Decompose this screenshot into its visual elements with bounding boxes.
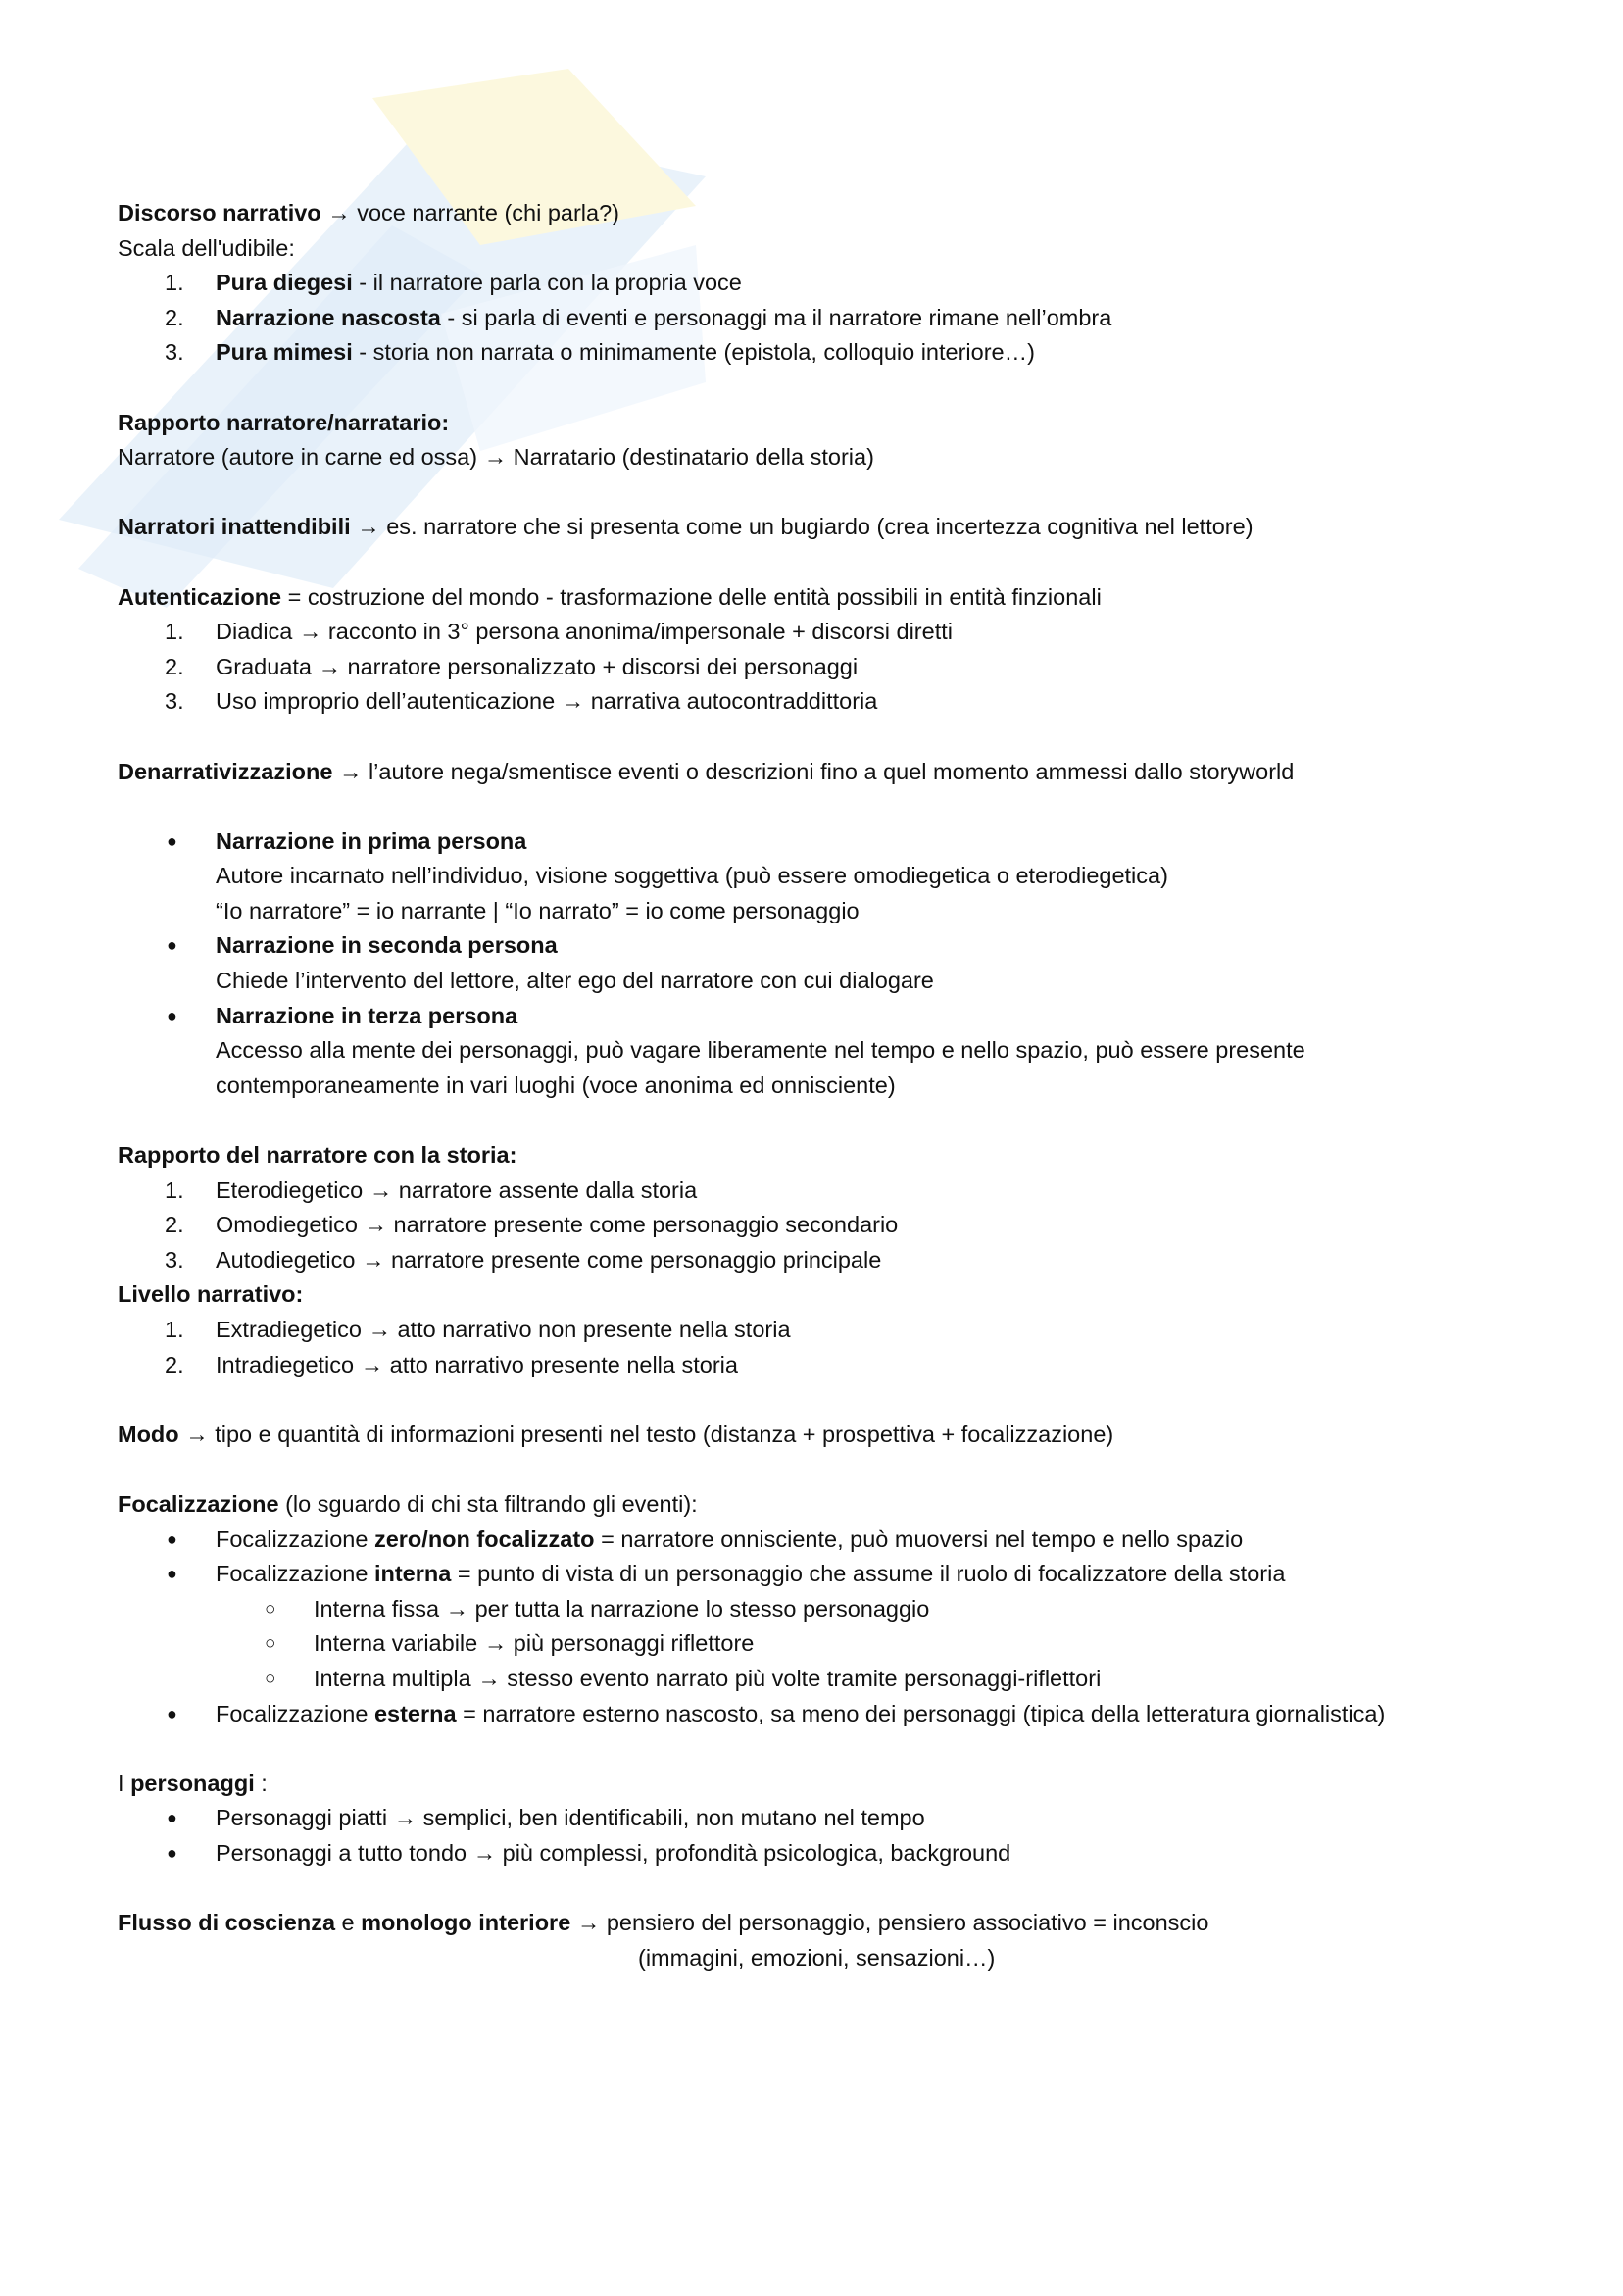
- text-run: → l’autore nega/smentisce eventi o descrizioni fino a quel momento ammessi dallo storyworld: [332, 758, 1295, 784]
- list-number: 3.: [165, 339, 184, 366]
- list-number: 1.: [165, 1317, 184, 1342]
- sub-bullet-item: [118, 1662, 1509, 1697]
- numbered-item: [118, 301, 1509, 336]
- document-page: [118, 196, 1509, 1975]
- bullet-continuation: [118, 1069, 1509, 1104]
- text-run: Personaggi piatti → semplici, ben identificabili, non mutano nel tempo: [216, 1805, 925, 1831]
- bullet-icon: ●: [167, 935, 177, 956]
- numbered-item: [118, 266, 1509, 301]
- blank-line: [118, 475, 1509, 511]
- bullet-icon: ●: [167, 830, 177, 851]
- bold-term: Rapporto narratore/narratario:: [118, 409, 450, 435]
- text-run: → es. narratore che si presenta come un bugiardo (crea incertezza cognitiva nel lettore): [350, 514, 1254, 540]
- bold-term: Denarrativizzazione: [118, 758, 333, 784]
- bold-term: Focalizzazione: [118, 1490, 279, 1517]
- text-run: Focalizzazione: [216, 1561, 374, 1587]
- paragraph-line: [118, 440, 1509, 475]
- bullet-item: [118, 1801, 1509, 1836]
- bold-term: personaggi: [130, 1770, 255, 1796]
- text-run: - storia non narrata o minimamente (epistola, colloquio interiore…): [352, 339, 1035, 366]
- numbered-item: [118, 615, 1509, 650]
- list-number: 1.: [165, 270, 184, 296]
- bold-term: Rapporto del narratore con la storia:: [118, 1142, 517, 1169]
- text-run: - si parla di eventi e personaggi ma il narratore rimane nell’ombra: [440, 304, 1112, 330]
- bold-term: esterna: [373, 1700, 457, 1726]
- bold-term: Livello narrativo:: [118, 1281, 304, 1308]
- numbered-item: [118, 1243, 1509, 1278]
- bold-term: Narratori inattendibili: [118, 514, 351, 540]
- text-run: Scala dell'udibile:: [118, 234, 295, 261]
- text-run: Narratore (autore in carne ed ossa) → Narratario (destinatario della storia): [118, 444, 874, 471]
- indented-line: [118, 1941, 1509, 1976]
- bullet-icon: ●: [167, 1842, 177, 1863]
- text-run: Accesso alla mente dei personaggi, può vagare liberamente nel tempo e nello spazio, può essere presente: [216, 1037, 1305, 1064]
- bullet-icon: ●: [167, 1703, 177, 1723]
- paragraph-line: [118, 510, 1509, 545]
- bold-term: Pura diegesi: [216, 270, 353, 296]
- text-run: Autodiegetico → narratore presente come personaggio principale: [216, 1246, 882, 1273]
- list-number: 2.: [165, 304, 184, 330]
- text-run: → tipo e quantità di informazioni presenti nel testo (distanza + prospettiva + focalizzazione): [178, 1421, 1114, 1447]
- text-run: Intradiegetico → atto narrativo presente nella storia: [216, 1351, 738, 1377]
- text-run: Omodiegetico → narratore presente come personaggio secondario: [216, 1212, 899, 1238]
- text-run: → voce narrante (chi parla?): [320, 200, 619, 225]
- circle-bullet-icon: ○: [265, 1633, 276, 1655]
- text-run: Interna variabile → più personaggi riflettore: [314, 1630, 755, 1657]
- text-run: e: [335, 1910, 362, 1936]
- bullet-item: [118, 824, 1509, 860]
- list-number: 2.: [165, 1212, 184, 1238]
- sub-bullet-item: [118, 1626, 1509, 1662]
- bold-term: monologo interiore: [361, 1910, 571, 1936]
- bold-term: Autenticazione: [118, 583, 282, 610]
- text-run: Personaggi a tutto tondo → più complessi, profondità psicologica, background: [216, 1839, 1011, 1866]
- bold-term: Pura mimesi: [216, 339, 353, 366]
- blank-line: [118, 789, 1509, 824]
- text-run: → pensiero del personaggio, pensiero associativo = inconscio: [570, 1910, 1209, 1936]
- text-run: = narratore onnisciente, può muoversi nel tempo e nello spazio: [594, 1525, 1244, 1552]
- bullet-icon: ●: [167, 1005, 177, 1025]
- bullet-continuation: [118, 964, 1509, 999]
- bold-term: Narrazione in terza persona: [216, 1002, 518, 1028]
- paragraph-line: [118, 196, 1509, 231]
- bullet-item: [118, 999, 1509, 1034]
- bullet-item: [118, 1557, 1509, 1592]
- text-run: Focalizzazione: [216, 1700, 374, 1726]
- text-run: (lo sguardo di chi sta filtrando gli eventi):: [278, 1490, 698, 1517]
- numbered-item: [118, 650, 1509, 685]
- paragraph-line: [118, 1277, 1509, 1313]
- text-run: Autore incarnato nell’individuo, visione soggettiva (può essere omodiegetica o eterodiegetica): [216, 863, 1168, 889]
- bullet-item: [118, 1697, 1509, 1732]
- bullet-continuation: [118, 1033, 1509, 1069]
- numbered-item: [118, 1173, 1509, 1209]
- numbered-item: [118, 1313, 1509, 1348]
- blank-line: [118, 545, 1509, 580]
- list-number: 1.: [165, 1176, 184, 1203]
- text-run: (immagini, emozioni, sensazioni…): [638, 1944, 996, 1971]
- list-number: 3.: [165, 688, 184, 715]
- paragraph-line: [118, 1767, 1509, 1802]
- bold-term: interna: [373, 1561, 452, 1587]
- blank-line: [118, 1872, 1509, 1907]
- circle-bullet-icon: ○: [265, 1598, 276, 1620]
- text-run: Chiede l’intervento del lettore, alter ego del narratore con cui dialogare: [216, 968, 934, 994]
- text-run: Uso improprio dell’autenticazione → narrativa autocontraddittoria: [216, 688, 878, 715]
- sub-bullet-item: [118, 1592, 1509, 1627]
- blank-line: [118, 1382, 1509, 1418]
- bullet-item: [118, 928, 1509, 964]
- text-run: Diadica → racconto in 3° persona anonima/impersonale + discorsi diretti: [216, 619, 953, 645]
- text-run: Interna multipla → stesso evento narrato più volte tramite personaggi-riflettori: [314, 1665, 1102, 1691]
- list-number: 3.: [165, 1246, 184, 1273]
- bullet-icon: ●: [167, 1808, 177, 1828]
- text-run: :: [254, 1770, 268, 1796]
- paragraph-line: [118, 1487, 1509, 1522]
- text-run: Graduata → narratore personalizzato + discorsi dei personaggi: [216, 653, 859, 679]
- numbered-item: [118, 335, 1509, 371]
- bold-term: Flusso di coscienza: [118, 1910, 336, 1936]
- blank-line: [118, 371, 1509, 406]
- paragraph-line: [118, 1906, 1509, 1941]
- bullet-icon: ●: [167, 1564, 177, 1584]
- bullet-icon: ●: [167, 1528, 177, 1549]
- bullet-item: [118, 1522, 1509, 1558]
- bold-term: Modo: [118, 1421, 179, 1447]
- list-number: 2.: [165, 1351, 184, 1377]
- bold-term: zero/non focalizzato: [373, 1525, 595, 1552]
- blank-line: [118, 1452, 1509, 1487]
- paragraph-line: [118, 1418, 1509, 1453]
- paragraph-line: [118, 406, 1509, 441]
- text-run: Interna fissa → per tutta la narrazione lo stesso personaggio: [314, 1595, 930, 1622]
- paragraph-line: [118, 755, 1509, 790]
- list-number: 1.: [165, 619, 184, 645]
- bold-term: Narrazione in prima persona: [216, 827, 527, 854]
- list-number: 2.: [165, 653, 184, 679]
- bullet-item: [118, 1836, 1509, 1872]
- numbered-item: [118, 1348, 1509, 1383]
- text-run: I: [118, 1770, 131, 1796]
- text-run: = costruzione del mondo - trasformazione delle entità possibili in entità finzionali: [281, 583, 1102, 610]
- text-run: Focalizzazione: [216, 1525, 374, 1552]
- text-run: contemporaneamente in vari luoghi (voce anonima ed onnisciente): [216, 1072, 896, 1098]
- paragraph-line: [118, 231, 1509, 267]
- blank-line: [118, 1731, 1509, 1767]
- text-run: = punto di vista di un personaggio che assume il ruolo di focalizzatore della storia: [451, 1561, 1286, 1587]
- paragraph-line: [118, 580, 1509, 616]
- bullet-continuation: [118, 894, 1509, 929]
- bold-term: Narrazione in seconda persona: [216, 932, 558, 959]
- circle-bullet-icon: ○: [265, 1668, 276, 1689]
- bold-term: Discorso narrativo: [118, 200, 321, 225]
- text-run: - il narratore parla con la propria voce: [352, 270, 742, 296]
- blank-line: [118, 720, 1509, 755]
- text-run: = narratore esterno nascosto, sa meno dei personaggi (tipica della letteratura giornalistica): [456, 1700, 1386, 1726]
- text-run: Eterodiegetico → narratore assente dalla storia: [216, 1176, 698, 1203]
- paragraph-line: [118, 1138, 1509, 1173]
- text-run: “Io narratore” = io narrante | “Io narrato” = io come personaggio: [216, 897, 860, 923]
- numbered-item: [118, 1208, 1509, 1243]
- blank-line: [118, 1103, 1509, 1138]
- bold-term: Narrazione nascosta: [216, 304, 441, 330]
- numbered-item: [118, 684, 1509, 720]
- bullet-continuation: [118, 859, 1509, 894]
- text-run: Extradiegetico → atto narrativo non presente nella storia: [216, 1317, 791, 1342]
